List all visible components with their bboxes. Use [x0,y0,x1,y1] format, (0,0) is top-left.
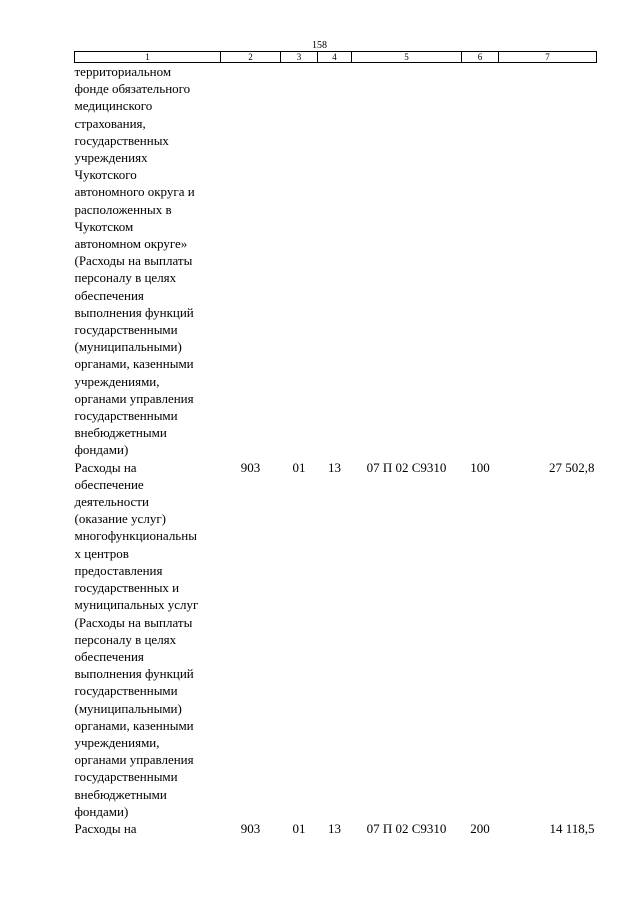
description-line: органами, казенными [74,356,194,372]
expense-type-code: 100 [470,459,490,475]
description-line: (Расходы на выплаты [74,614,193,630]
column-header-4: 4 [318,52,352,63]
description-line: Чукотском [74,218,134,234]
description-line: органами управления [74,752,194,768]
department-code [221,63,281,459]
row-description [75,820,221,837]
description-line: (Расходы на выплаты [74,253,193,269]
description-line: внебюджетными [74,786,167,802]
section-code: 01 [292,459,306,475]
department-code: 903 [240,459,261,475]
description-line: фондами) [74,442,129,458]
target-article-code: 07 П 02 С9310 [366,459,447,475]
description-line: внебюджетными [74,425,167,441]
description-line: х центров [74,545,129,561]
table-row [75,820,597,837]
description-line: персоналу в целях [74,631,177,647]
table-row [75,459,597,820]
amount [499,63,597,459]
amount: 27 502,8 [549,459,595,475]
description-line: государственных и [74,580,180,596]
subsection-code: 13 [328,820,341,836]
column-header-1: 1 [75,52,221,63]
column-header-5: 5 [352,52,462,63]
description-line: обеспечения [74,648,144,664]
description-line: государственными [74,408,178,424]
amount: 14 118,5 [549,820,595,836]
expense-type-code: 200 [470,820,490,836]
description-line: обеспечение [74,476,144,492]
description-line: государственными [74,683,178,699]
description-line: государственными [74,769,178,785]
column-header-6: 6 [462,52,499,63]
description-line: страхования, [74,115,146,131]
page-number: 158 [312,40,327,51]
table-header-row [75,52,597,63]
expense-type-code [462,63,499,459]
section-code [281,63,318,459]
subsection-code: 13 [328,459,341,475]
description-line: государственными [74,322,178,338]
description-line: территориальном [74,64,172,79]
section-code: 01 [292,820,306,836]
description-line: автономном округе» [74,236,188,252]
description-line: муниципальных услуг [74,597,199,613]
description-line: обеспечения [74,287,144,303]
description-line: медицинского [74,98,153,114]
column-header-3: 3 [281,52,318,63]
description-line: учреждениях [74,150,148,166]
table-body [75,63,597,838]
description-line: предоставления [74,562,163,578]
description-line: фондами) [74,803,129,819]
description-line: учреждениями, [74,373,160,389]
description-line: расположенных в [74,201,172,217]
column-header-7: 7 [499,52,597,63]
target-article-code: 07 П 02 С9310 [366,820,447,836]
description-line: (оказание услуг) [74,511,166,527]
row-description [75,459,221,820]
description-line: органами управления [74,390,194,406]
description-line: (муниципальными) [74,339,182,355]
description-line: Расходы на [74,459,137,475]
budget-table [74,51,597,837]
target-article-code [352,63,462,459]
row-description [75,63,221,459]
description-line: Чукотского [74,167,137,183]
table-row [75,63,597,459]
description-line: деятельности [74,494,149,510]
description-line: фонде обязательного [74,81,191,97]
description-line: персоналу в целях [74,270,177,286]
description-line: многофункциональны [74,528,197,544]
description-line: выполнения функций [74,666,194,682]
department-code: 903 [240,820,261,836]
description-line: государственных [74,132,169,148]
description-line: учреждениями, [74,734,160,750]
description-line: (муниципальными) [74,700,182,716]
subsection-code [318,63,352,459]
description-line: выполнения функций [74,304,194,320]
description-line: Расходы на [74,820,137,836]
column-header-2: 2 [221,52,281,63]
description-line: органами, казенными [74,717,194,733]
description-line: автономного округа и [74,184,195,200]
